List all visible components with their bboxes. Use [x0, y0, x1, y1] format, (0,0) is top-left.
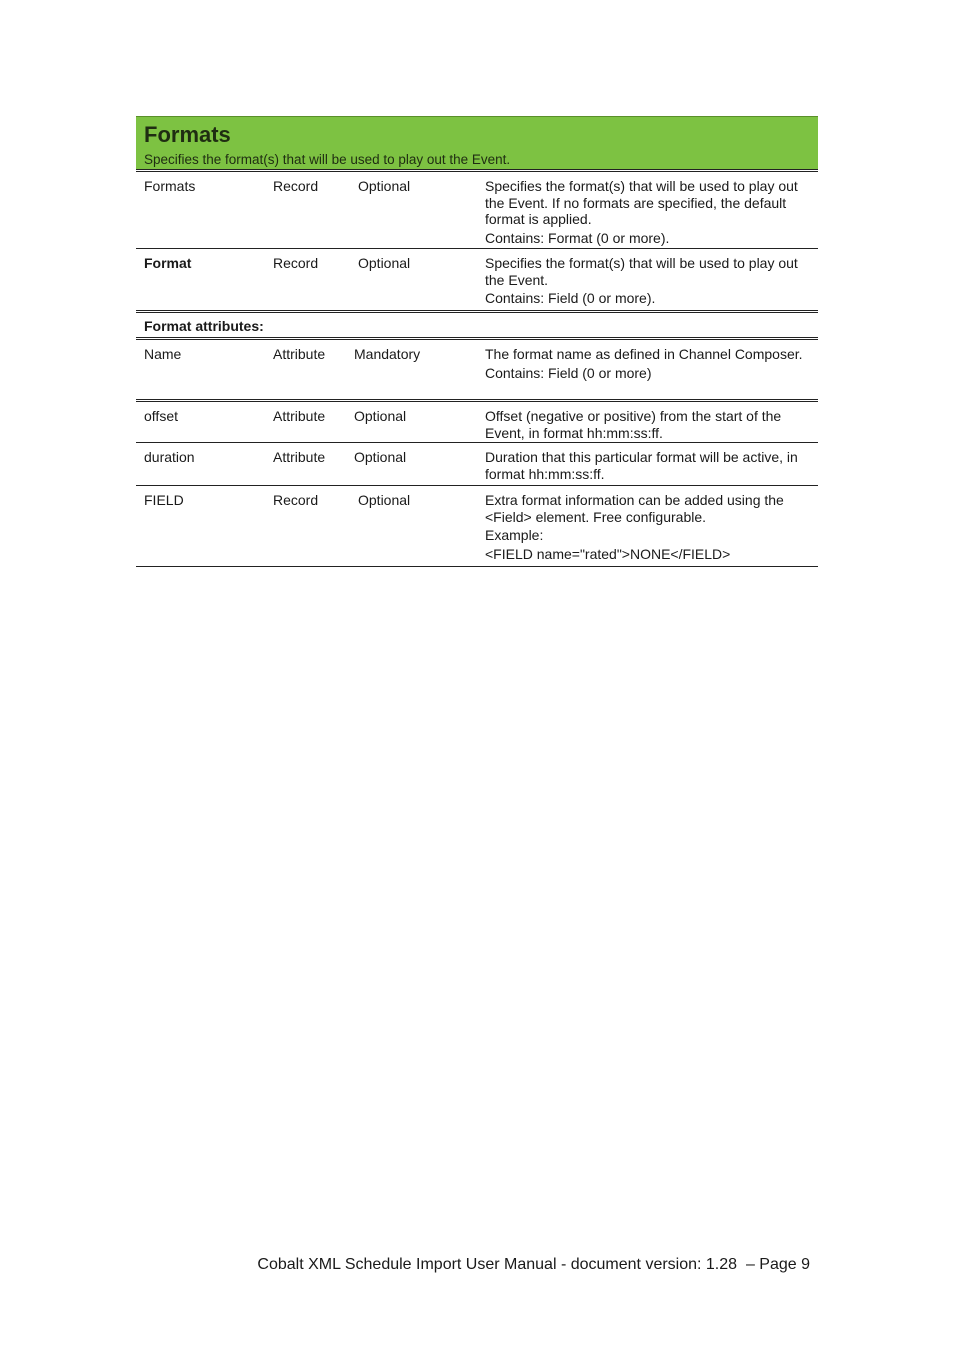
row-name: Formats — [144, 178, 196, 194]
section-subtitle: Specifies the format(s) that will be used to play out the Event. — [144, 152, 511, 167]
description-text: Contains: Field (0 or more). — [485, 290, 656, 306]
description-text: <FIELD name="rated">NONE</FIELD> — [485, 545, 731, 562]
row-requirement: Optional — [358, 492, 411, 508]
attributes-header: Format attributes: — [144, 318, 264, 334]
section-banner — [136, 116, 818, 169]
table-row — [136, 442, 818, 485]
table-row — [136, 248, 818, 310]
row-requirement: Optional — [354, 408, 407, 424]
description-text: Duration that this particular format will be active, in format hh:mm:ss:ff. — [485, 449, 798, 482]
row-requirement: Optional — [358, 178, 411, 194]
row-requirement: Optional — [354, 449, 407, 465]
description-text: The format name as defined in Channel Composer. — [485, 346, 803, 362]
row-requirement: Mandatory — [354, 346, 421, 362]
description-text: Specifies the format(s) that will be used to play out the Event. If no formats are specified, the default format is applied. — [485, 178, 798, 227]
row-requirement: Optional — [358, 255, 411, 271]
table-row — [136, 485, 818, 566]
row-name: FIELD — [144, 492, 184, 508]
row-description — [485, 346, 815, 381]
description-text: Contains: Field (0 or more) — [485, 364, 652, 381]
row-description — [485, 408, 815, 441]
row-description — [485, 449, 815, 482]
description-text: Extra format information can be added using the <Field> element. Free configurable. — [485, 492, 784, 525]
description-text: Example: — [485, 527, 544, 543]
row-description — [485, 178, 815, 246]
row-name: duration — [144, 449, 195, 465]
row-name: Format — [144, 255, 192, 271]
table-row — [136, 337, 818, 399]
row-name: Name — [144, 346, 182, 362]
row-type: Record — [273, 492, 319, 508]
table-row — [136, 169, 818, 248]
row-type: Record — [273, 255, 319, 271]
formats-table — [136, 116, 818, 567]
table-row — [136, 399, 818, 442]
row-type: Attribute — [273, 449, 326, 465]
row-type: Record — [273, 178, 319, 194]
table-bottom-divider — [136, 566, 818, 567]
description-text: Specifies the format(s) that will be used to play out the Event. — [485, 255, 798, 288]
row-description — [485, 492, 815, 562]
section-title: Formats — [144, 122, 231, 147]
row-name: offset — [144, 408, 178, 424]
row-type: Attribute — [273, 346, 326, 362]
row-description — [485, 255, 815, 307]
attributes-header-row — [136, 310, 818, 337]
description-text: Contains: Format (0 or more). — [485, 229, 670, 246]
description-text: Offset (negative or positive) from the start of the Event, in format hh:mm:ss:ff. — [485, 408, 782, 441]
row-type: Attribute — [273, 408, 326, 424]
page-footer: Cobalt XML Schedule Import User Manual - document version: 1.28 – Page 9 — [257, 1256, 810, 1273]
